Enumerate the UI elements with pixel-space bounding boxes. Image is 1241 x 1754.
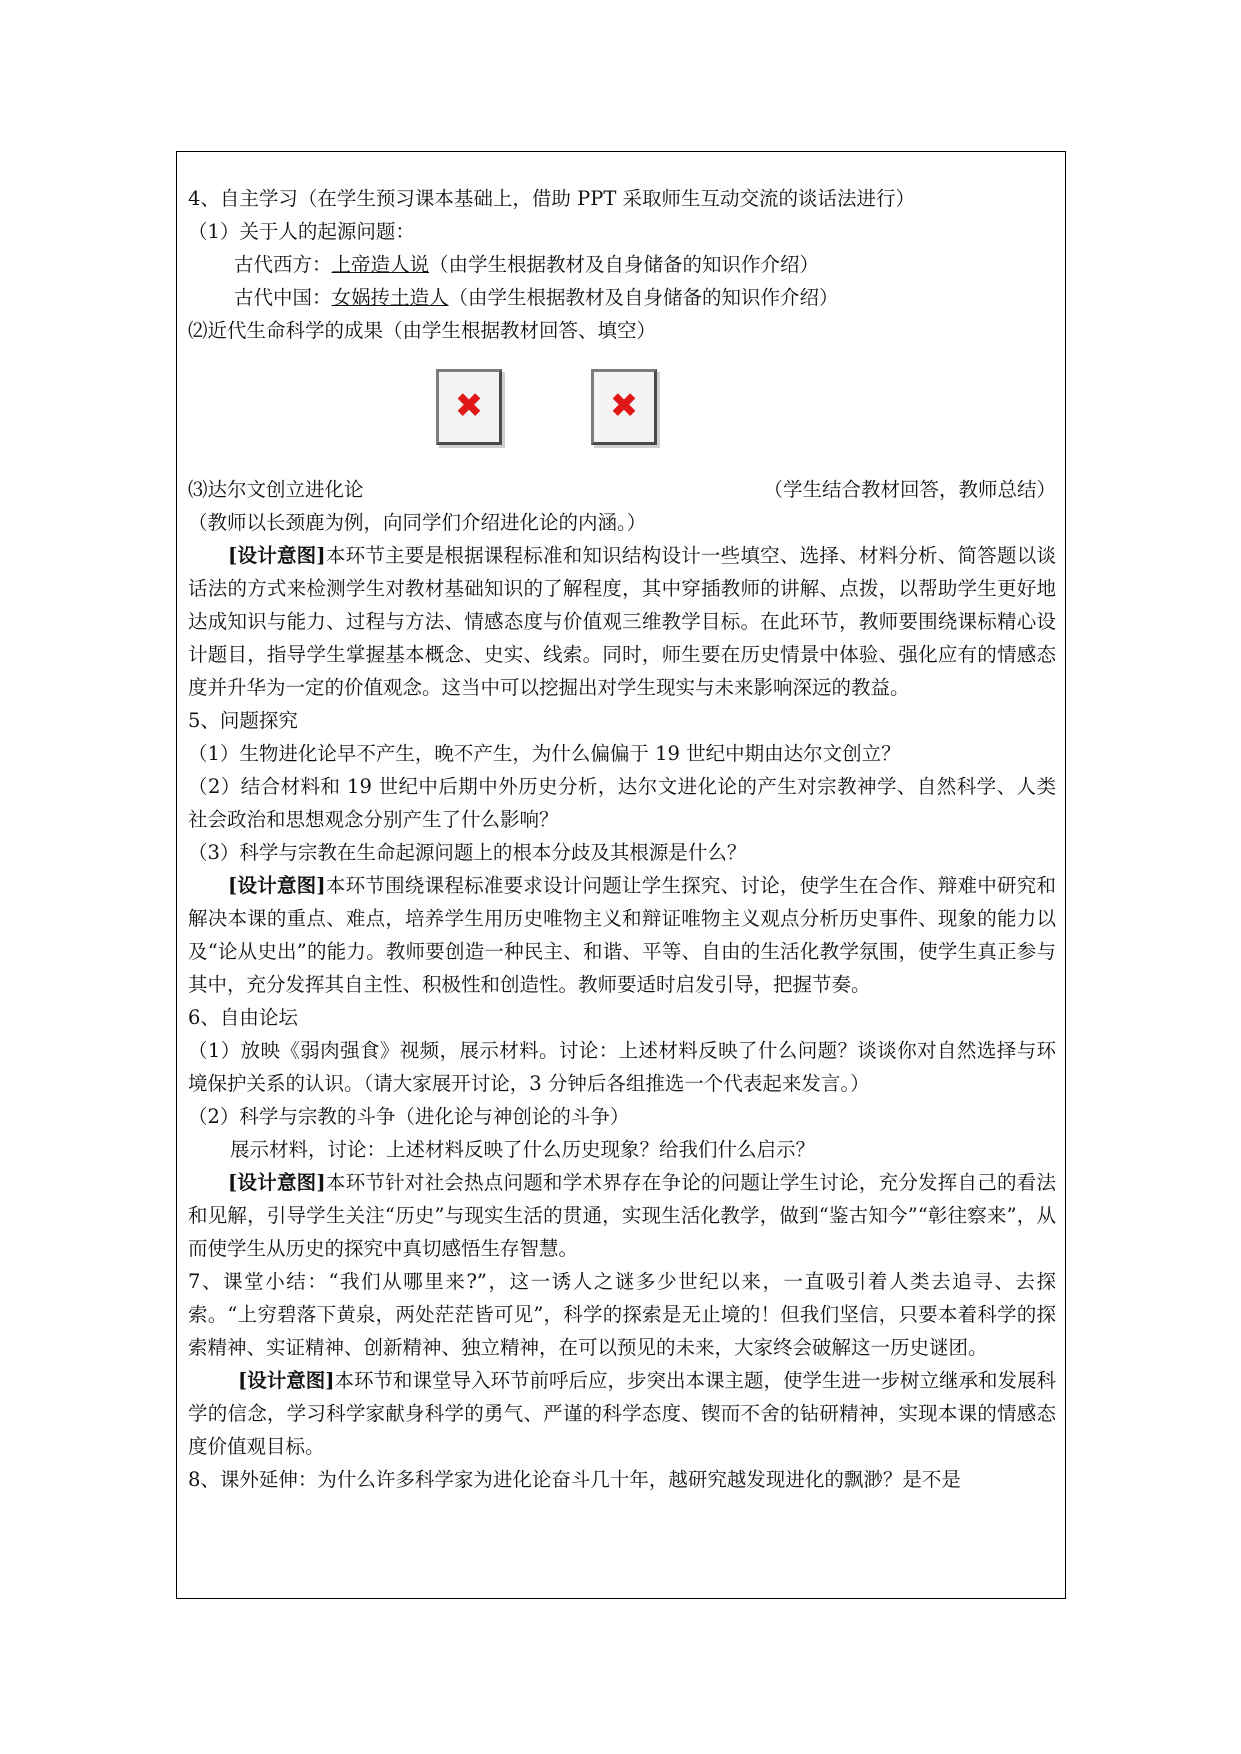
intent-text: 本环节主要是根据课程标准和知识结构设计一些填空、选择、材料分析、简答题以谈话法的方式来检测学生对教材基础知识的了解程度，其中穿插教师的讲解、点拨，以帮助学生更好地达成知识与能力、过程与方法、情感态度与价值观三维教学目标。在此环节，教师要围绕课标精心设计题目，指导学生掌握基本概念、史实、线索。同时，师生要在历史情景中体验、强化应有的情感态度并升华为一定的价值观念。这当中可以挖掘出对学生现实与未来影响深远的教益。: [188, 544, 1056, 699]
lesson-content: [188, 182, 1056, 1496]
section-7-intent: [188, 1364, 1056, 1463]
x-mark-icon: ✖: [454, 386, 484, 426]
section-5-q3: （3）科学与宗教在生命起源问题上的根本分歧及其根源是什么？: [188, 841, 747, 864]
intent-tag: [设计意图]: [238, 1369, 335, 1392]
section-6-q2: （2）科学与宗教的斗争（进化论与神创论的斗争）: [188, 1105, 630, 1128]
image-placeholders: [188, 347, 1056, 473]
section-6-intent: [188, 1166, 1056, 1265]
section-4-q2: ⑵近代生命科学的成果（由学生根据教材回答、填空）: [188, 319, 657, 342]
section-4-title: 4、自主学习（在学生预习课本基础上，借助 PPT 采取师生互动交流的谈话法进行）: [188, 187, 916, 210]
west-note: （由学生根据教材及自身储备的知识作介绍）: [429, 253, 820, 276]
intent-tag: [设计意图]: [228, 544, 326, 567]
intent-tag: [设计意图]: [228, 1171, 326, 1194]
section-5-intent: [188, 869, 1056, 1001]
lesson-table-cell: [176, 151, 1066, 1599]
section-6-title: 6、自由论坛: [188, 1006, 298, 1029]
broken-image-icon: [591, 369, 657, 445]
section-5-title: 5、问题探究: [188, 709, 298, 732]
q3-left: ⑶达尔文创立进化论: [188, 478, 364, 501]
west-origin-line: [188, 248, 1056, 281]
broken-image-icon: [436, 369, 502, 445]
china-label: 古代中国：: [234, 286, 332, 309]
section-4-intent: [188, 539, 1056, 704]
intent-text: 本环节围绕课程标准要求设计问题让学生探究、讨论，使学生在合作、辩难中研究和解决本课的重点、难点，培养学生用历史唯物主义和辩证唯物主义观点分析历史事件、现象的能力以及“论从史出”的能力。教师要创造一种民主、和谐、平等、自由的生活化教学氛围，使学生真正参与其中，充分发挥其自主性、积极性和创造性。教师要适时启发引导，把握节奏。: [188, 874, 1056, 996]
china-note: （由学生根据教材及自身储备的知识作介绍）: [448, 286, 839, 309]
section-5-q1: （1）生物进化论早不产生，晚不产生，为什么偏偏于 19 世纪中期由达尔文创立？: [188, 742, 901, 765]
section-6-q1: （1）放映《弱肉强食》视频，展示材料。讨论：上述材料反映了什么问题？谈谈你对自然选择与环境保护关系的认识。（请大家展开讨论，3 分钟后各组推选一个代表起来发言。）: [188, 1039, 1056, 1095]
china-answer: 女娲抟土造人: [331, 286, 449, 309]
section-8-extension: 8、课外延伸：为什么许多科学家为进化论奋斗几十年，越研究越发现进化的飘渺？是不是: [188, 1468, 961, 1491]
china-origin-line: [188, 281, 1056, 314]
section-4-q1: （1）关于人的起源问题：: [188, 220, 415, 243]
intent-text: 本环节和课堂导入环节前呼后应，步突出本课主题，使学生进一步树立继承和发展科学的信念，学习科学家献身科学的勇气、严谨的科学态度、锲而不舍的钻研精神，实现本课的情感态度价值观目标。: [188, 1369, 1056, 1458]
x-mark-icon: ✖: [609, 386, 639, 426]
west-answer: 上帝造人说: [331, 253, 430, 276]
section-4-q3-note: （教师以长颈鹿为例，向同学们介绍进化论的内涵。）: [188, 511, 647, 534]
intent-text: 本环节针对社会热点问题和学术界存在争论的问题让学生讨论，充分发挥自己的看法和见解，引导学生关注“历史”与现实生活的贯通，实现生活化教学，做到“鉴古知今”“彰往察来”，从而使学生从历史的探究中真切感悟生存智慧。: [188, 1171, 1056, 1260]
q3-right: （学生结合教材回答，教师总结）: [763, 478, 1056, 501]
section-5-q2: （2）结合材料和 19 世纪中后期中外历史分析，达尔文进化论的产生对宗教神学、自然科学、人类社会政治和思想观念分别产生了什么影响？: [188, 775, 1056, 831]
intent-tag: [设计意图]: [228, 874, 326, 897]
section-7-summary: 7、课堂小结：“我们从哪里来?”，这一诱人之谜多少世纪以来，一直吸引着人类去追寻、去探索。“上穷碧落下黄泉，两处茫茫皆可见”，科学的探索是无止境的！但我们坚信，只要本着科学的探索精神、实证精神、创新精神、独立精神，在可以预见的未来，大家终会破解这一历史谜团。: [188, 1270, 1056, 1359]
section-4-q3: [188, 473, 1056, 506]
section-6-q2-detail: 展示材料，讨论：上述材料反映了什么历史现象？给我们什么启示？: [230, 1138, 816, 1161]
west-label: 古代西方：: [234, 253, 332, 276]
